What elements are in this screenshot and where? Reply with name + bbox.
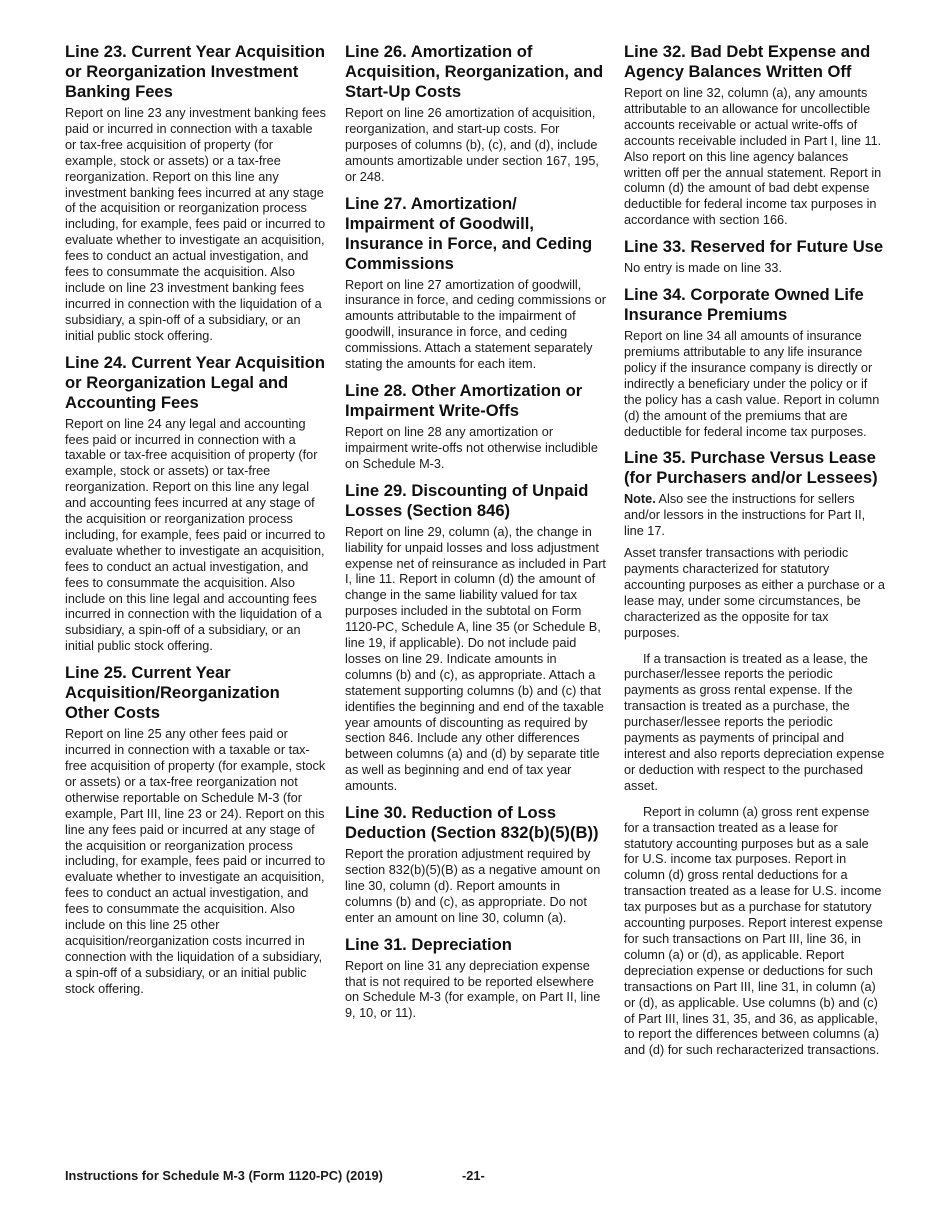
- column-2: [345, 42, 607, 1030]
- section-paragraph: Report on line 24 any legal and accounting fees paid or incurred in connection with a taxable or tax-free acquisition of property (for example, stock or assets) or tax-free reorganization. Report on this line any legal and accounting fees incurred at any stage of the acquisition or reorganization process including, for example, fees paid or incurred to evaluate whether to investigate an acquisition, fees to conduct an actual investigation, and fees to consummate the acquisition. Also include on this line legal and accounting fees incurred in connection with the liquidation of a subsidiary, a spin-off of a subsidiary, or an initial public stock offering.: [65, 416, 326, 654]
- section-heading: Line 27. Amortization/ Impairment of Goodwill, Insurance in Force, and Ceding Commissions: [345, 193, 593, 273]
- footer-title: Instructions for Schedule M-3 (Form 1120-PC) (2019): [65, 1168, 383, 1183]
- section-heading: Line 29. Discounting of Unpaid Losses (Section 846): [345, 480, 589, 520]
- section-paragraph: If a transaction is treated as a lease, the purchaser/lessee reports the periodic payments as gross rental expense. If the transaction is treated as a purchase, the purchaser/lessee reports the periodic payments as payments of principal and interest and also reports depreciation expense or deduction with respect to the purchased asset.: [624, 651, 885, 793]
- section-paragraph: No entry is made on line 33.: [624, 261, 782, 276]
- note-paragraph: [624, 492, 886, 540]
- section-paragraph: Report in column (a) gross rent expense for a transaction treated as a lease for statutory accounting purposes but as a sale for U.S. income tax purposes. Report in column (d) gross rental deductions for a transaction treated as a lease for U.S. income tax purposes but as a purchase for statutory accounting purposes. Report interest expense for such transactions on Part III, line 36, in column (a) or (d), as applicable. Report depreciation expense or deductions for such transactions on Part III, line 31, in column (a) or (d), as applicable. Use columns (b) and (c) of Part III, lines 31, 35, and 36, as applicable, to report the differences between columns (a) and (d) for such recharacterized transactions.: [624, 804, 883, 1058]
- section-heading: Line 33. Reserved for Future Use: [624, 237, 884, 257]
- section-heading: Line 26. Amortization of Acquisition, Reorganization, and Start-Up Costs: [345, 42, 604, 101]
- section-heading: Line 28. Other Amortization or Impairment Write-Offs: [345, 380, 583, 420]
- section-line-33: [624, 237, 886, 277]
- section-line-25: [65, 663, 327, 997]
- section-paragraph: Asset transfer transactions with periodic payments characterized for statutory accounting purposes as either a purchase or a lease may, under some circumstances, be characterized as the opposite for tax purposes.: [624, 546, 885, 640]
- section-line-32: [624, 42, 886, 229]
- section-line-27: [345, 194, 607, 373]
- section-paragraph: Report the proration adjustment required by section 832(b)(5)(B) as a negative amount on line 30, column (d). Report amounts in columns (b) and (c), as appropriate. Do not enter an amount on line 30, column (a).: [345, 847, 601, 925]
- section-heading: Line 25. Current Year Acquisition/Reorganization Other Costs: [65, 663, 280, 723]
- section-heading: Line 35. Purchase Versus Lease (for Purchasers and/or Lessees): [624, 448, 878, 488]
- section-line-24: [65, 353, 327, 656]
- section-paragraph: Report on line 23 any investment banking fees paid or incurred in connection with a taxable or tax-free acquisition of property (for example, stock or assets) or a tax-free reorganization. Report on this line any investment banking fees incurred at any stage of the acquisition or reorganization process including, for example, fees paid or incurred to evaluate whether to investigate an acquisition, fees to conduct an actual investigation, and fees to consummate the acquisition. Also include on line 23 investment banking fees incurred in connection with the liquidation of a subsidiary, a spin-off of a subsidiary, or an initial public stock offering.: [65, 106, 326, 343]
- section-heading: Line 34. Corporate Owned Life Insurance Premiums: [624, 285, 864, 325]
- section-heading: Line 32. Bad Debt Expense and Agency Balances Written Off: [624, 42, 871, 81]
- section-paragraph: Report on line 26 amortization of acquisition, reorganization, and start-up costs. For purposes of columns (b), (c), and (d), include amounts amortizable under section 167, 195, or 248.: [345, 106, 599, 184]
- note-label: Note.: [624, 492, 656, 507]
- section-line-35: [624, 448, 886, 1059]
- section-line-23: [65, 42, 327, 345]
- column-3: [624, 42, 886, 1067]
- section-paragraph: Report on line 27 amortization of goodwill, insurance in force, and ceding commissions or amounts attributable to the impairment of goodwill, insurance in force, and ceding commissions. Attach a statement separately stating the amounts for each item.: [345, 277, 606, 372]
- section-heading: Line 23. Current Year Acquisition or Reorganization Investment Banking Fees: [65, 42, 326, 101]
- section-heading: Line 24. Current Year Acquisition or Reorganization Legal and Accounting Fees: [65, 352, 326, 412]
- section-line-34: [624, 285, 886, 440]
- section-line-26: [345, 42, 607, 186]
- section-paragraph: Report on line 28 any amortization or impairment write-offs not otherwise includible on Schedule M-3.: [345, 424, 598, 471]
- section-heading: Line 31. Depreciation: [345, 934, 512, 954]
- section-paragraph: Report on line 29, column (a), the change in liability for unpaid losses and loss adjustment expense net of reinsurance as included in Part I, line 11. Report in column (d) the amount of change in the same liability valued for tax purposes included in the subtotal on Form 1120-PC, Schedule A, line 35 (or Schedule B, line 19, if applicable). Do not include paid losses on line 29. Indicate amounts in columns (b) and (c), as appropriate. Attach a statement supporting columns (b) and (c) that identifies the beginning and end of the taxable year amounts of discounting as required by section 846. Include any other differences between columns (a) and (d) by separate title as well as beginning and end of tax year amounts.: [345, 524, 606, 794]
- section-heading: Line 30. Reduction of Loss Deduction (Section 832(b)(5)(B)): [345, 803, 599, 843]
- section-paragraph: Report on line 32, column (a), any amounts attributable to an allowance for uncollectible accounts receivable or actual write-offs of accounts receivable included in Part I, line 11. Also report on this line agency balances written off per the annual statement. Report in column (d) the amount of bad debt expense deductible for federal income tax purposes in accordance with section 166.: [624, 86, 882, 228]
- note-text: Also see the instructions for sellers and/or lessors in the instructions for Part II, line 17.: [624, 492, 866, 539]
- section-line-28: [345, 381, 607, 473]
- section-paragraph: Report on line 34 all amounts of insurance premiums attributable to any life insurance policy if the insurance company is directly or indirectly a beneficiary under the policy or if the policy has a cash value. Report in column (d) the amount of the premiums that are deductible for federal income tax purposes.: [624, 329, 880, 439]
- section-paragraph: Report on line 31 any depreciation expense that is not required to be reported elsewhere on Schedule M-3 (for example, on Part II, line 9, 10, or 11).: [345, 958, 601, 1021]
- section-paragraph: Report on line 25 any other fees paid or incurred in connection with a taxable or tax-free acquisition of property (for example, stock or assets) or a tax-free reorganization not otherwise reportable on Schedule M-3 (for example, Part III, line 23 or 24). Report on this line any fees paid or incurred at any stage of the acquisition or reorganization process including, for example, fees paid or incurred to evaluate whether to investigate an acquisition, fees to conduct an actual investigation, and fees to consummate the acquisition. Also include on this line 25 other acquisition/reorganization costs incurred in connection with the liquidation of a subsidiary, a spin-off of a subsidiary, or an initial public stock offering.: [65, 727, 326, 996]
- section-line-30: [345, 803, 607, 927]
- page-number: -21-: [462, 1168, 485, 1183]
- section-line-31: [345, 935, 607, 1023]
- section-line-29: [345, 481, 607, 795]
- column-1: [65, 42, 327, 1006]
